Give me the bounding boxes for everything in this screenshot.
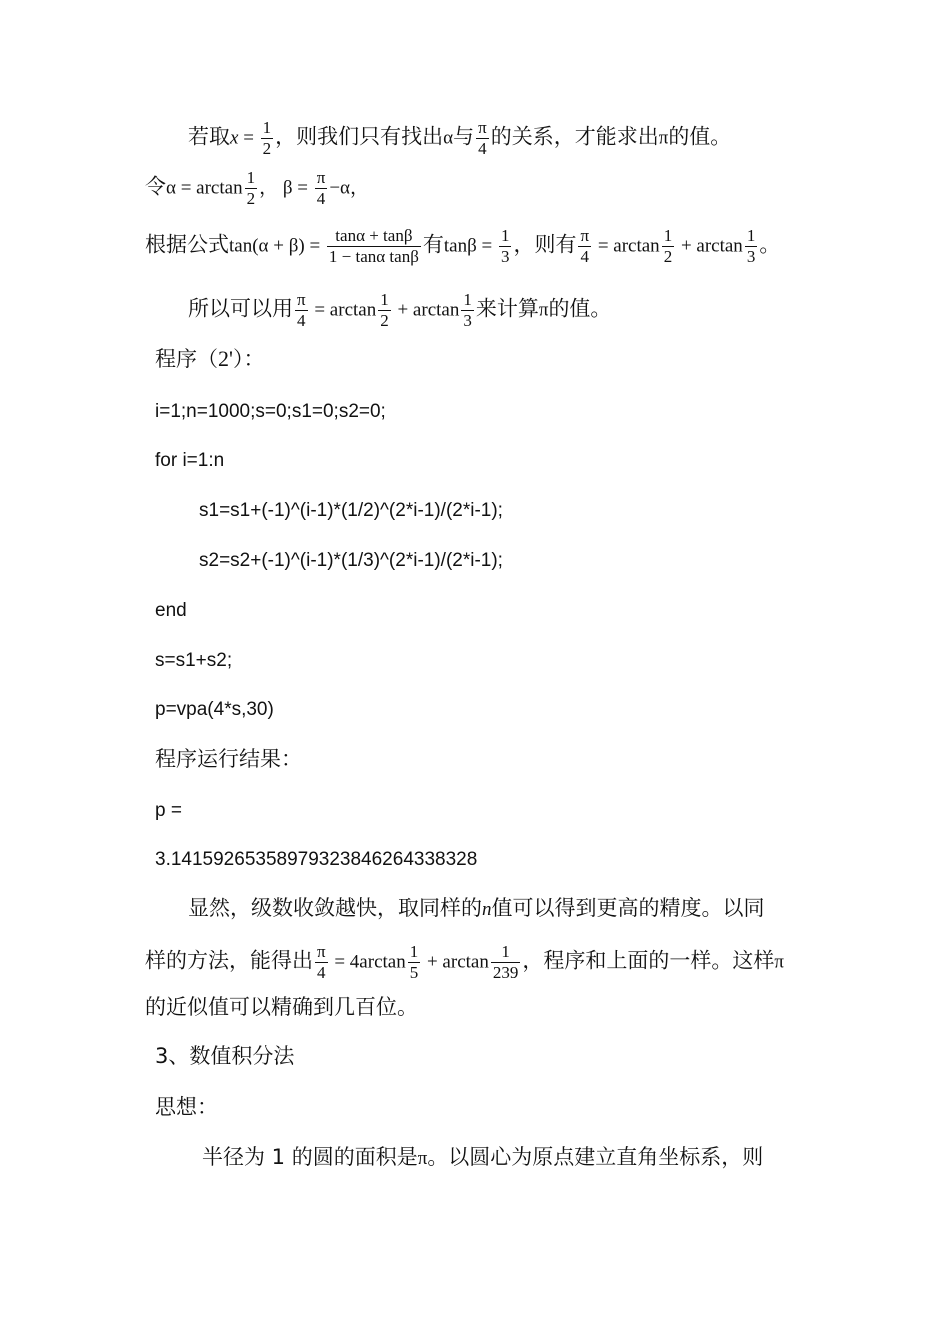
fraction: $\frac{\pi}{4}$ bbox=[297, 290, 306, 330]
text-line-3 bbox=[145, 226, 780, 266]
math-expr: tan(α + β) = bbox=[229, 235, 325, 257]
text: 根据公式 bbox=[145, 232, 229, 257]
text: 令 bbox=[145, 174, 166, 199]
code-line: s2=s2+(-1)^(i-1)*(1/3)^(2*i-1)/(2*i-1); bbox=[199, 550, 503, 571]
fraction: $\frac{\pi}{4}$ bbox=[316, 168, 326, 208]
text: 有 bbox=[422, 232, 444, 257]
fraction: $\frac{1}{2}$ bbox=[663, 226, 673, 266]
para-line-2 bbox=[145, 942, 784, 982]
math-expr: = 4arctan bbox=[329, 951, 406, 973]
math-pi: π bbox=[538, 299, 549, 321]
math-alpha: α bbox=[443, 127, 454, 149]
program-label bbox=[155, 348, 264, 370]
text: 与 bbox=[453, 124, 475, 149]
text-line-1 bbox=[188, 118, 731, 158]
math-pi: π bbox=[774, 951, 784, 973]
fraction: $\frac{1}{3}$ bbox=[746, 226, 756, 266]
code-line: end bbox=[155, 600, 187, 621]
text: 程序（ bbox=[155, 347, 218, 371]
text-line-4 bbox=[188, 290, 611, 330]
text: 显然，级数收敛越快，取同样的 bbox=[188, 896, 482, 920]
result-p: p = bbox=[155, 800, 182, 821]
para-line-3: 的近似值可以精确到几百位。 bbox=[145, 995, 418, 1019]
text: 值可以得到更高的精度。以同 bbox=[491, 896, 765, 920]
fraction: $\frac{\tan\alpha + \tan\beta}{\text{1 − tanα tanβ}}$ bbox=[328, 226, 419, 266]
fraction: $\frac{1}{2}$ bbox=[380, 290, 389, 330]
code-line: s=s1+s2; bbox=[155, 650, 233, 671]
math-expr: + arctan bbox=[392, 299, 460, 321]
text: 所以可以用 bbox=[188, 296, 293, 321]
fraction: $\frac{1}{5}$ bbox=[409, 942, 419, 982]
score-mark: 2' bbox=[218, 346, 233, 371]
code-line: for i=1:n bbox=[155, 450, 225, 471]
math-expr: = arctan bbox=[593, 235, 660, 257]
math-pi: π bbox=[658, 127, 669, 149]
code-line: s1=s1+(-1)^(i-1)*(1/2)^(2*i-1)/(2*i-1); bbox=[199, 500, 503, 521]
fraction: $\frac{1}{2}$ bbox=[246, 168, 256, 208]
math-expr: ， β = bbox=[259, 177, 313, 199]
section-heading: 3、数值积分法 bbox=[155, 1044, 295, 1068]
math-expr: + arctan bbox=[422, 951, 489, 973]
text: ，则有 bbox=[513, 232, 577, 257]
math-expr: + arctan bbox=[676, 235, 743, 257]
fraction: $\frac{1}{3}$ bbox=[500, 226, 510, 266]
text: 半径为 1 的圆的面积是 bbox=[202, 1145, 418, 1169]
code-line: p=vpa(4*s,30) bbox=[155, 699, 274, 720]
text: ，程序和上面的一样。这样 bbox=[522, 948, 775, 973]
fraction: $\frac{\pi}{4}$ bbox=[580, 226, 590, 266]
result-value: 3.14159265358979323846264338328 bbox=[155, 849, 478, 870]
math-var-n: n bbox=[482, 899, 492, 920]
text: ，则我们只有找出 bbox=[275, 124, 444, 149]
math-expr: −α， bbox=[329, 177, 369, 199]
text: ）： bbox=[232, 347, 265, 371]
math-expr: = arctan bbox=[309, 299, 377, 321]
text: 的关系，才能求出 bbox=[490, 124, 659, 149]
text: 若取 bbox=[188, 124, 230, 149]
idea-label: 思想： bbox=[155, 1095, 218, 1119]
para-line-1 bbox=[188, 898, 765, 919]
fraction: $\frac{1}{2}$ bbox=[262, 118, 272, 158]
text: 来计算 bbox=[475, 296, 539, 321]
math-pi: π bbox=[417, 1148, 428, 1169]
text-line-2 bbox=[145, 168, 369, 208]
code-line: i=1;n=1000;s=0;s1=0;s2=0; bbox=[155, 401, 386, 422]
math-expr: α = arctan bbox=[166, 177, 243, 199]
last-line bbox=[202, 1147, 763, 1168]
math-var-x: x bbox=[230, 127, 239, 149]
fraction: $\frac{\pi}{4}$ bbox=[478, 118, 487, 158]
fraction: $\frac{\pi}{4}$ bbox=[317, 942, 326, 982]
text: 。 bbox=[759, 232, 781, 257]
fraction: $\frac{1}{239}$ bbox=[492, 942, 519, 982]
text: 的值。 bbox=[548, 296, 612, 321]
text: 。以圆心为原点建立直角坐标系，则 bbox=[427, 1145, 764, 1169]
math-expr: tanβ = bbox=[443, 235, 497, 257]
fraction: $\frac{1}{3}$ bbox=[463, 290, 472, 330]
result-label: 程序运行结果： bbox=[155, 747, 302, 771]
math-eq: = bbox=[238, 127, 259, 149]
text: 的值。 bbox=[668, 124, 732, 149]
text: 样的方法，能得出 bbox=[145, 948, 313, 973]
